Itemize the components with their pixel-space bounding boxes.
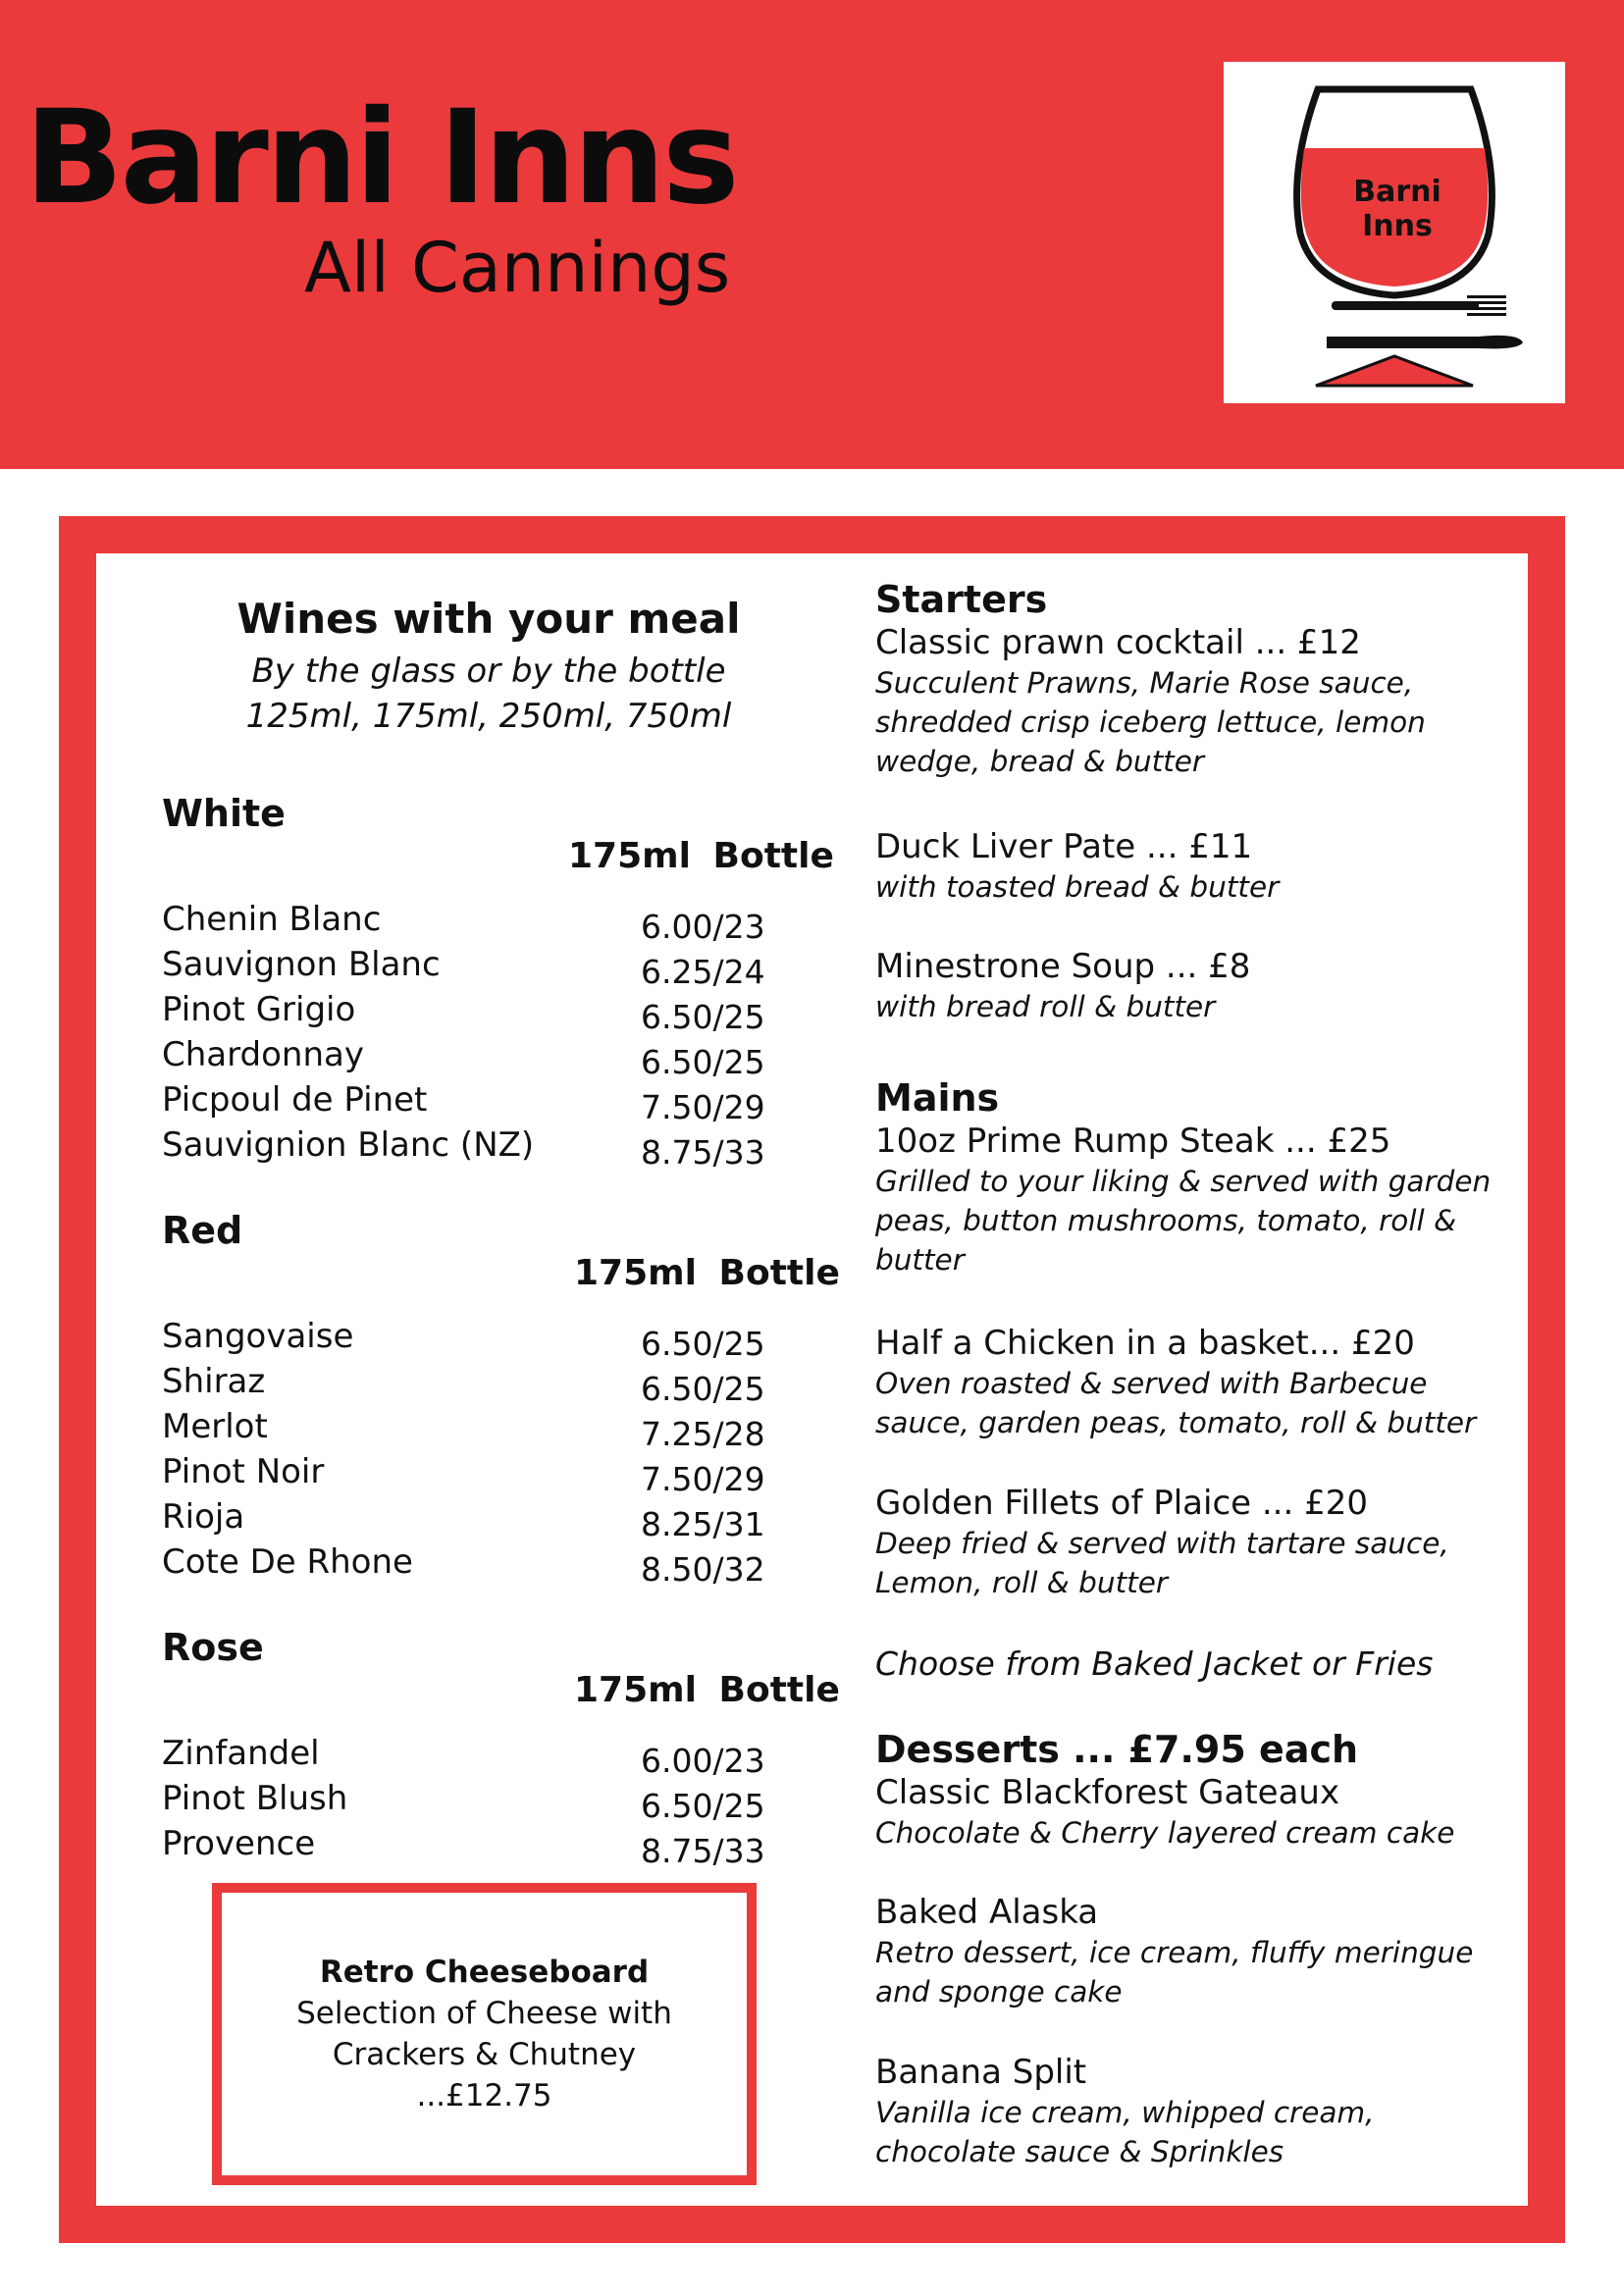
wine-price: 7.50/29 — [641, 1460, 765, 1498]
wine-price: 8.75/33 — [641, 1832, 765, 1870]
wine-price: 6.50/25 — [641, 998, 765, 1036]
item-description: Oven roasted & served with Barbecue sauce, garden peas, tomato, roll & butter — [875, 1367, 1477, 1439]
wine-row — [162, 1539, 927, 1589]
item-name: Baked Alaska — [875, 1893, 1099, 1932]
mains-heading: Mains — [875, 1076, 1000, 1120]
mains-note — [875, 1644, 1503, 1684]
wine-price: 8.25/31 — [641, 1505, 765, 1543]
wine-row — [162, 1776, 927, 1825]
menu-item — [875, 826, 1503, 907]
column-header: 175ml Bottle — [574, 1253, 840, 1293]
wine-name: Cote De Rhone — [162, 1542, 413, 1582]
wine-name: Shiraz — [162, 1362, 266, 1401]
wine-price: 8.75/33 — [641, 1133, 765, 1172]
wine-row — [162, 1032, 927, 1081]
header-banner — [0, 0, 1624, 469]
wine-section-red — [162, 1206, 927, 1589]
cheeseboard-price: ...£12.75 — [416, 2078, 552, 2113]
wine-price: 6.50/25 — [641, 1043, 765, 1081]
column-header: 175ml Bottle — [574, 1670, 840, 1710]
wine-price: 6.00/23 — [641, 1742, 765, 1780]
starters-heading: Starters — [875, 578, 1048, 621]
menu-item — [875, 1772, 1503, 1852]
wine-price: 6.25/24 — [641, 953, 765, 991]
wine-row — [162, 987, 927, 1036]
side-choice-note: Choose from Baked Jacket or Fries — [875, 1644, 1434, 1683]
wine-row — [162, 897, 927, 946]
cheeseboard-box — [212, 1883, 757, 2185]
wines-subtitle: By the glass or by the bottle — [251, 652, 726, 691]
wine-name: Chenin Blanc — [162, 900, 382, 939]
wine-name: Sauvignion Blanc (NZ) — [162, 1125, 535, 1165]
wine-name: Rioja — [162, 1497, 245, 1537]
menu-item — [875, 1892, 1503, 2011]
wine-row — [162, 1449, 927, 1498]
item-name: Duck Liver Pate ... £11 — [875, 827, 1253, 866]
wine-section-white — [162, 789, 927, 1172]
menu-item — [875, 622, 1503, 781]
item-name: Banana Split — [875, 2053, 1087, 2092]
item-description: Succulent Prawns, Marie Rose sauce, shredded crisp iceberg lettuce, lemon wedge, bread & butter — [875, 666, 1426, 778]
wine-row — [162, 1821, 927, 1870]
item-name: Half a Chicken in a basket... £20 — [875, 1324, 1415, 1363]
wine-name: Chardonnay — [162, 1035, 364, 1074]
item-description: Grilled to your liking & served with garden peas, button mushrooms, tomato, roll & butter — [875, 1165, 1492, 1277]
item-name: Golden Fillets of Plaice ... £20 — [875, 1484, 1368, 1523]
item-name: Classic Blackforest Gateaux — [875, 1773, 1340, 1812]
location-subtitle: All Cannings — [304, 228, 731, 308]
logo-text: Barni Inns — [1353, 175, 1441, 243]
item-description: with toasted bread & butter — [875, 870, 1280, 904]
section-heading: Red — [162, 1209, 243, 1252]
wine-price: 7.50/29 — [641, 1088, 765, 1126]
wine-name: Pinot Blush — [162, 1779, 348, 1818]
wine-row — [162, 942, 927, 991]
wine-price: 6.50/25 — [641, 1787, 765, 1825]
menu-panel — [96, 553, 1528, 2206]
logo — [1224, 62, 1565, 403]
item-description: Deep fried & served with tartare sauce, Lemon, roll & butter — [875, 1527, 1449, 1599]
menu-item — [875, 2052, 1503, 2171]
wine-row — [162, 1122, 927, 1172]
item-name: Minestrone Soup ... £8 — [875, 947, 1251, 986]
wine-row — [162, 1731, 927, 1780]
wine-price: 7.25/28 — [641, 1415, 765, 1453]
item-description: Retro dessert, ice cream, fluffy meringue and sponge cake — [875, 1936, 1474, 2009]
wine-name: Sauvignon Blanc — [162, 945, 441, 984]
wine-section-rose — [162, 1623, 927, 1870]
wine-price: 8.50/32 — [641, 1550, 765, 1589]
cheeseboard-name: Retro Cheeseboard — [319, 1955, 650, 1990]
wine-name: Sangovaise — [162, 1317, 354, 1356]
wine-row — [162, 1404, 927, 1453]
wine-name: Zinfandel — [162, 1734, 320, 1773]
menu-frame — [59, 516, 1565, 2243]
item-description: Chocolate & Cherry layered cream cake — [875, 1816, 1455, 1850]
wine-price: 6.00/23 — [641, 908, 765, 946]
wine-name: Picpoul de Pinet — [162, 1080, 428, 1120]
wines-title: Wines with your meal — [236, 595, 741, 643]
section-heading: White — [162, 792, 286, 835]
item-name: 10oz Prime Rump Steak ... £25 — [875, 1122, 1391, 1161]
wine-name: Pinot Grigio — [162, 990, 356, 1029]
wine-price: 6.50/25 — [641, 1325, 765, 1363]
wine-price: 6.50/25 — [641, 1370, 765, 1408]
item-description: Vanilla ice cream, whipped cream, chocolate sauce & Sprinkles — [875, 2096, 1375, 2168]
cheeseboard-description: Selection of Cheese with Crackers & Chutney — [296, 1996, 672, 2072]
menu-item — [875, 1483, 1503, 1602]
restaurant-title: Barni Inns — [25, 82, 737, 234]
wine-row — [162, 1077, 927, 1126]
menu-item — [875, 946, 1503, 1026]
item-description: with bread roll & butter — [875, 990, 1216, 1023]
column-header: 175ml Bottle — [568, 836, 834, 876]
item-name: Classic prawn cocktail ... £12 — [875, 623, 1361, 662]
wine-row — [162, 1314, 927, 1363]
wines-sizes: 125ml, 175ml, 250ml, 750ml — [245, 697, 732, 736]
menu-item — [875, 1121, 1503, 1279]
wine-row — [162, 1494, 927, 1543]
wine-row — [162, 1359, 927, 1408]
wine-name: Pinot Noir — [162, 1452, 325, 1491]
wine-name: Merlot — [162, 1407, 268, 1446]
desserts-heading: Desserts ... £7.95 each — [875, 1728, 1359, 1771]
menu-item — [875, 1323, 1503, 1442]
wine-name: Provence — [162, 1824, 316, 1863]
section-heading: Rose — [162, 1626, 264, 1669]
